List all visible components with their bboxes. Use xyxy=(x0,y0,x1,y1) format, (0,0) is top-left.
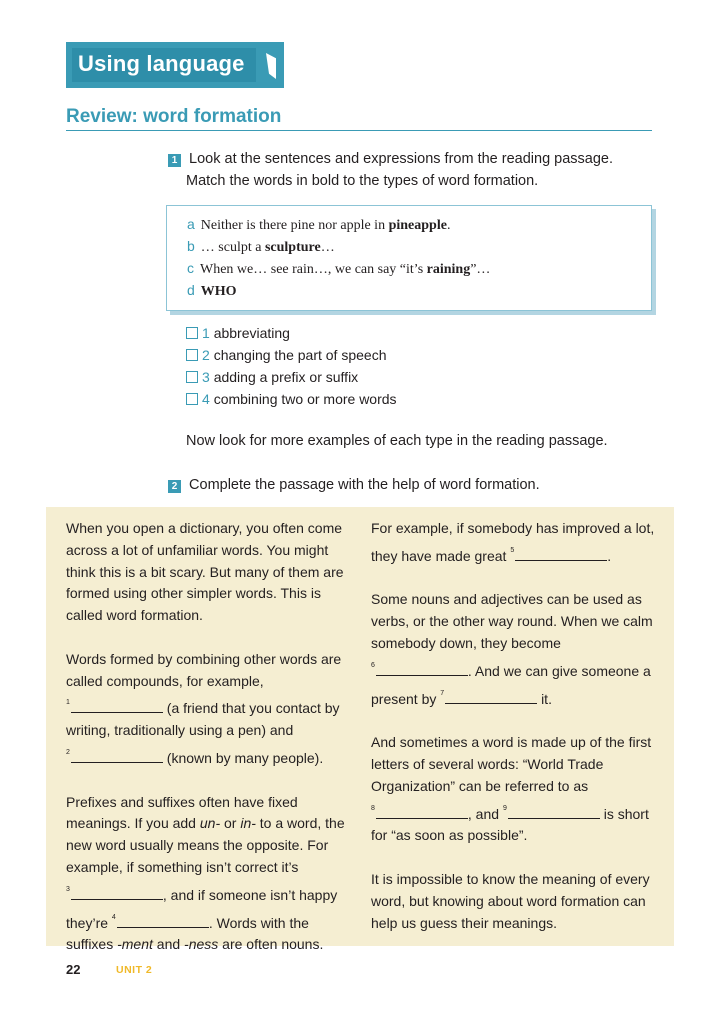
passage-paragraph: Words formed by combining other words are called compounds, for example, $^1$ (a friend that you contact by writing, traditionally using a pen) and $^2$ (known by many people). xyxy=(66,650,342,766)
checkbox-icon[interactable] xyxy=(186,393,198,405)
sentence-a: a Neither is there pine nor apple in pineapple. xyxy=(187,216,451,233)
header-title: Using language xyxy=(78,51,245,76)
blank-2[interactable] xyxy=(71,748,163,763)
exercise-2-number: 2 xyxy=(168,480,181,493)
option-2[interactable]: 2 changing the part of speech xyxy=(186,344,386,366)
passage-paragraph: Some nouns and adjectives can be used as verbs, or the other way round. When we calm somebody down, they become $^6$ . And we can give someone a present by $^7$ it. xyxy=(371,591,653,707)
exercise-2-instruction: 2 Complete the passage with the help of word formation. xyxy=(168,474,540,496)
option-1[interactable]: 1 abbreviating xyxy=(186,322,290,344)
checkbox-icon[interactable] xyxy=(186,349,198,361)
blank-9[interactable] xyxy=(508,804,600,819)
blank-3[interactable] xyxy=(71,885,163,900)
section-divider xyxy=(66,130,652,131)
instruction-line-1: Look at the sentences and expressions from the reading passage. xyxy=(189,151,614,167)
checkbox-icon[interactable] xyxy=(186,327,198,339)
instruction-line-2: Match the words in bold to the types of word formation. xyxy=(186,173,539,189)
passage-paragraph: Prefixes and suffixes often have fixed meanings. If you add un- or in- to a word, the new word usually means the opposite. For example, if something isn’t correct it’s $^3$ , and if someone isn’t happy they’re $^4$ . Words with the suffixes -ment and -ness are often nouns. xyxy=(66,793,345,953)
passage-paragraph: For example, if somebody has improved a lot, they have made great $^5$ . xyxy=(371,520,655,564)
blank-8[interactable] xyxy=(376,804,468,819)
blank-7[interactable] xyxy=(445,689,537,704)
sentence-b: b … sculpt a sculpture… xyxy=(187,238,335,255)
blank-1[interactable] xyxy=(71,698,163,713)
page-number: 22 xyxy=(66,962,81,977)
blank-4[interactable] xyxy=(117,913,209,928)
section-title: Review: word formation xyxy=(66,106,282,127)
passage-paragraph: When you open a dictionary, you often come across a lot of unfamiliar words. You might think this is a bit scary. But many of them are formed using other simpler words. This is called word formation. xyxy=(66,520,344,624)
exercise-1-instruction xyxy=(168,148,613,170)
passage-right-column xyxy=(371,518,661,934)
checkbox-icon[interactable] xyxy=(186,371,198,383)
sentence-box xyxy=(166,205,652,311)
blank-5[interactable] xyxy=(515,546,607,561)
option-3[interactable]: 3 adding a prefix or suffix xyxy=(186,366,358,388)
sentence-c: c When we… see rain…, we can say “it’s raining”… xyxy=(187,260,491,277)
blank-6[interactable] xyxy=(376,661,468,676)
passage-paragraph: It is impossible to know the meaning of every word, but knowing about word formation can help us guess their meanings. xyxy=(371,870,650,931)
sentence-d: d WHO xyxy=(187,282,237,299)
passage-left-column xyxy=(66,518,356,956)
unit-label: UNIT 2 xyxy=(116,964,153,976)
exercise-1-number: 1 xyxy=(168,154,181,167)
option-4[interactable]: 4 combining two or more words xyxy=(186,388,397,410)
passage-paragraph: And sometimes a word is made up of the first letters of several words: “World Trade Organization” can be referred to as $^8$ , and $^9$ is short for “as soon as possible”. xyxy=(371,734,652,844)
followup-instruction: Now look for more examples of each type in the reading passage. xyxy=(186,433,608,449)
